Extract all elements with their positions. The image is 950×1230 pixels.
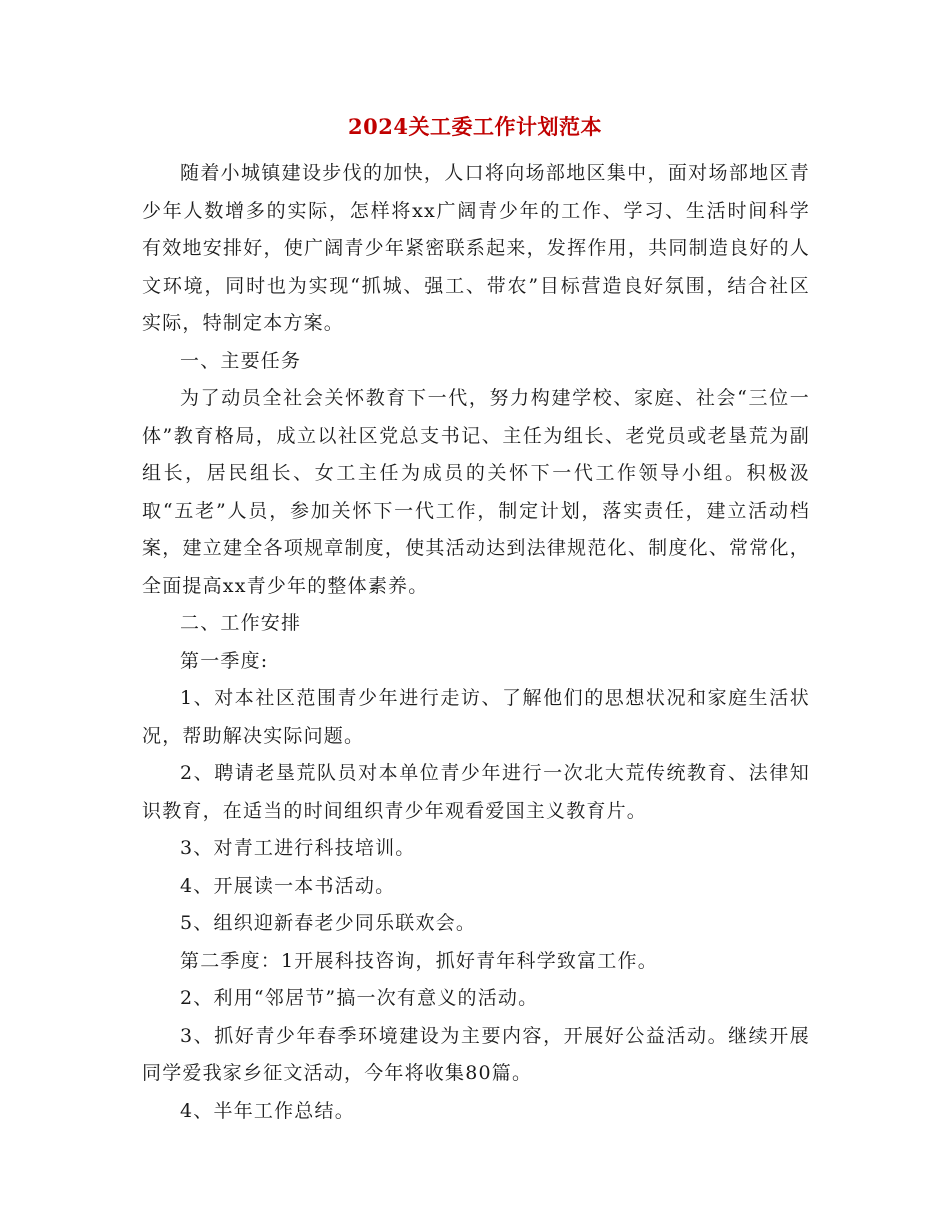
subsection-heading: 第一季度: — [180, 649, 269, 672]
list-item: 2、利用“邻居节”搞一次有意义的活动。 — [180, 987, 539, 1009]
list-item: 4、半年工作总结。 — [180, 1099, 355, 1122]
section-heading: 一、主要任务 — [180, 349, 302, 372]
paragraph: 为了动员全社会关怀教育下一代，努力构建学校、家庭、社会“三位一体”教育格局，成立以社区党总支书记、主任为组长、老党员或老垦荒为副组长，居民组长、女工主任为成员的关怀下一代工作领导小组。积极汲取“五老”人员，参加关怀下一代工作，制定计划，落实责任，建立活动档案，建立建全各项规章制度，使其活动达到法律规范化、制度化、常常化，全面提高xx青少年的整体素养。 — [142, 387, 810, 597]
list-item: 4、开展读一本书活动。 — [180, 874, 396, 897]
document-body — [142, 155, 810, 1130]
list-item: 2、聘请老垦荒队员对本单位青少年进行一次北大荒传统教育、法律知识教育，在适当的时间组织青少年观看爱国主义教育片。 — [142, 762, 810, 822]
list-item: 3、抓好青少年春季环境建设为主要内容，开展好公益活动。继续开展同学爱我家乡征文活动，今年将收集80篇。 — [142, 1024, 810, 1084]
paragraph: 随着小城镇建设步伐的加快，人口将向场部地区集中，面对场部地区青少年人数增多的实际，怎样将xx广阔青少年的工作、学习、生活时间科学有效地安排好，使广阔青少年紧密联系起来，发挥作用，共同制造良好的人文环境，同时也为实现“抓城、强工、带农”目标营造良好氛围，结合社区实际，特制定本方案。 — [142, 162, 810, 334]
list-item: 第二季度：1开展科技咨询，抓好青年科学致富工作。 — [180, 949, 658, 972]
list-item: 3、对青工进行科技培训。 — [180, 837, 416, 859]
section-heading: 二、工作安排 — [180, 612, 302, 634]
list-item: 1、对本社区范围青少年进行走访、了解他们的思想状况和家庭生活状况，帮助解决实际问题。 — [142, 687, 810, 747]
document-title: 2024关工委工作计划范本 — [348, 114, 602, 139]
list-item: 5、组织迎新春老少同乐联欢会。 — [180, 912, 477, 934]
